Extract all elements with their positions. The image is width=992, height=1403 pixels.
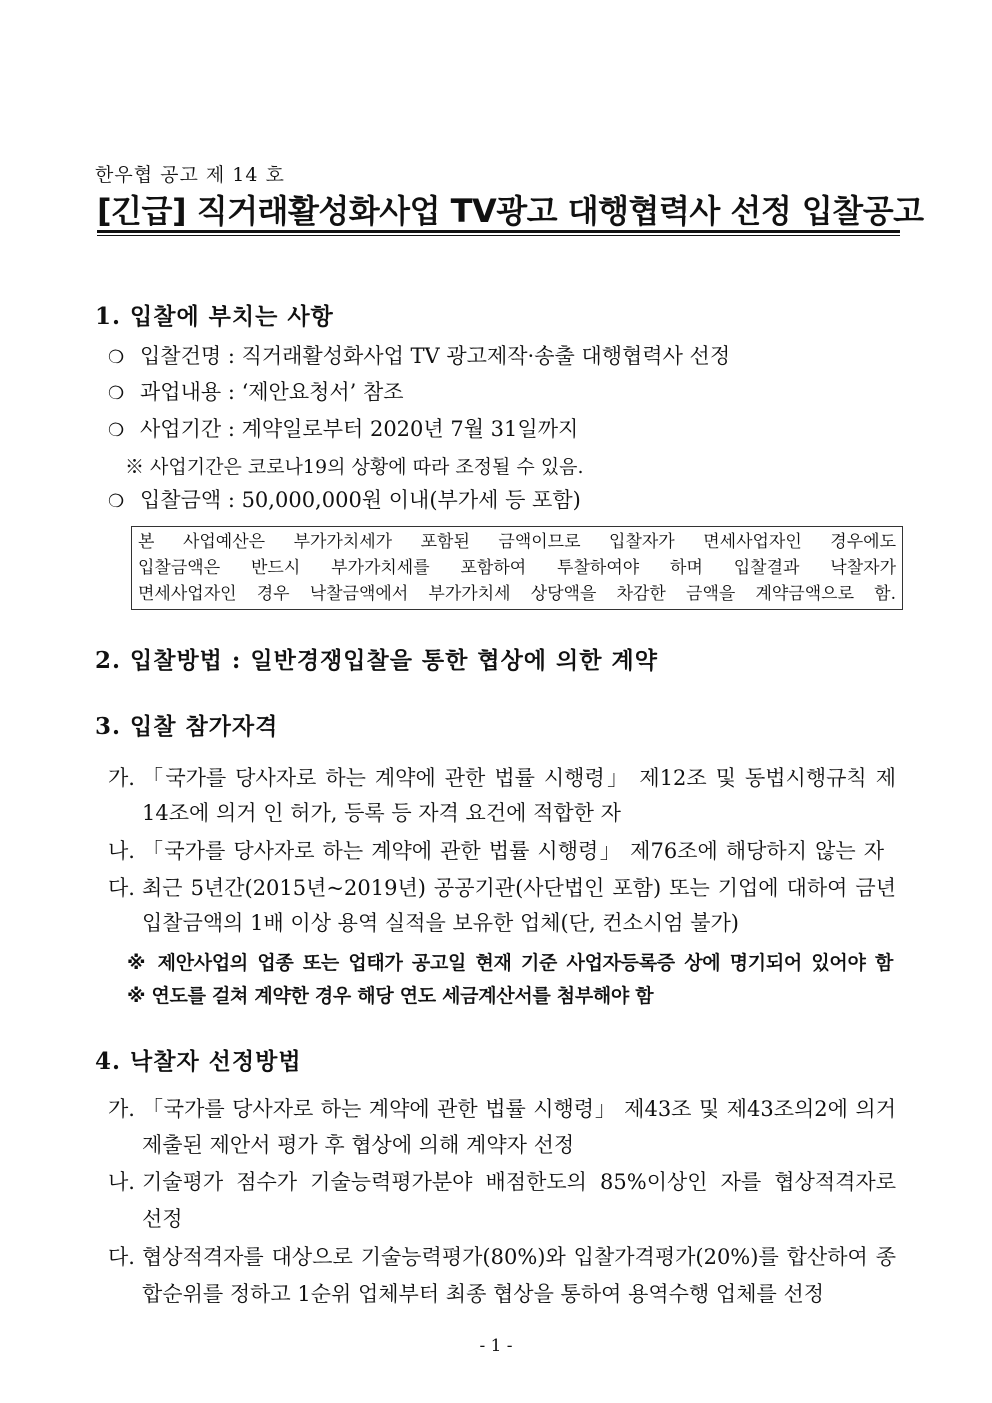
section3-item-line: 「국가를 당사자로 하는 계약에 관한 법률 시행령」 제12조 및 동법시행규칙 제: [142, 766, 896, 790]
section4-item-line: 협상적격자를 대상으로 기술능력평가(80%)와 입찰가격평가(20%)를 합산하여 종: [142, 1245, 896, 1269]
notice-number: 한우협 공고 제 14 호: [95, 164, 285, 186]
document-title: [긴급] 직거래활성화사업 TV광고 대행협력사 선정 입찰공고: [97, 192, 924, 230]
bullet-icon: ❍: [108, 383, 125, 404]
section3-item-mark: 나.: [108, 839, 135, 863]
section4-item-line: 제출된 제안서 평가 후 협상에 의해 계약자 선정: [142, 1133, 575, 1157]
section2-heading: 2. 입찰방법 : 일반경쟁입찰을 통한 협상에 의한 계약: [95, 647, 658, 674]
item-text: 사업기간 : 계약일로부터 2020년 7월 31일까지: [140, 417, 579, 441]
section4-item-mark: 나.: [108, 1170, 135, 1194]
page-number: - 1 -: [479, 1336, 513, 1356]
section1-item: [108, 484, 581, 514]
section1-heading: 1. 입찰에 부치는 사항: [95, 303, 334, 330]
bullet-icon: ❍: [108, 420, 125, 441]
budget-note-box: [131, 526, 903, 610]
section3-item-mark: 다.: [108, 876, 135, 900]
section4-item-line: 선정: [142, 1207, 183, 1231]
section1-item: [108, 413, 578, 443]
budget-line: 입찰금액은 반드시 부가가치세를 포함하여 투찰하여야 하며 입찰결과 낙찰자가: [138, 558, 896, 578]
section3-item-line: 14조에 의거 인 허가, 등록 등 자격 요건에 적합한 자: [142, 801, 621, 825]
section4-item-line: 합순위를 정하고 1순위 업체부터 최종 협상을 통하여 용역수행 업체를 선정: [142, 1282, 825, 1306]
budget-line: 면세사업자인 경우 낙찰금액에서 부가가치세 상당액을 차감한 금액을 계약금액으로 함.: [138, 584, 896, 604]
bullet-icon: ❍: [108, 347, 125, 368]
title-underline: [97, 230, 900, 236]
section4-item-mark: 다.: [108, 1245, 135, 1269]
budget-line: 본 사업예산은 부가가치세가 포함된 금액이므로 입찰자가 면세사업자인 경우에도: [138, 532, 896, 552]
period-note: ※ 사업기간은 코로나19의 상황에 따라 조정될 수 있음.: [125, 456, 584, 478]
section3-note: ※ 연도를 걸쳐 계약한 경우 해당 연도 세금계산서를 첨부해야 함: [127, 985, 654, 1007]
section3-item-line: 「국가를 당사자로 하는 계약에 관한 법률 시행령」 제76조에 해당하지 않는 자: [142, 839, 884, 863]
section4-item-line: 기술평가 점수가 기술능력평가분야 배점한도의 85%이상인 자를 협상적격자로: [142, 1170, 896, 1194]
section4-item-mark: 가.: [108, 1097, 135, 1121]
item-text: 입찰건명 : 직거래활성화사업 TV 광고제작·송출 대행협력사 선정: [140, 344, 731, 368]
section1-item: [108, 340, 730, 370]
section1-item: [108, 376, 404, 406]
section3-note: ※ 제안사업의 업종 또는 업태가 공고일 현재 기준 사업자등록증 상에 명기되어 있어야 함: [127, 952, 893, 974]
section3-heading: 3. 입찰 참가자격: [95, 713, 279, 740]
section4-heading: 4. 낙찰자 선정방법: [95, 1048, 302, 1075]
bullet-icon: ❍: [108, 491, 125, 512]
section3-item-line: 입찰금액의 1배 이상 용역 실적을 보유한 업체(단, 컨소시엄 불가): [142, 911, 739, 935]
section3-item-mark: 가.: [108, 766, 135, 790]
item-text: 과업내용 : ‘제안요청서’ 참조: [140, 380, 404, 404]
item-text: 입찰금액 : 50,000,000원 이내(부가세 등 포함): [140, 488, 581, 512]
section4-item-line: 「국가를 당사자로 하는 계약에 관한 법률 시행령」 제43조 및 제43조의2에 의거: [142, 1097, 896, 1121]
section3-item-line: 최근 5년간(2015년~2019년) 공공기관(사단법인 포함) 또는 기업에 대하여 금년: [142, 876, 896, 900]
